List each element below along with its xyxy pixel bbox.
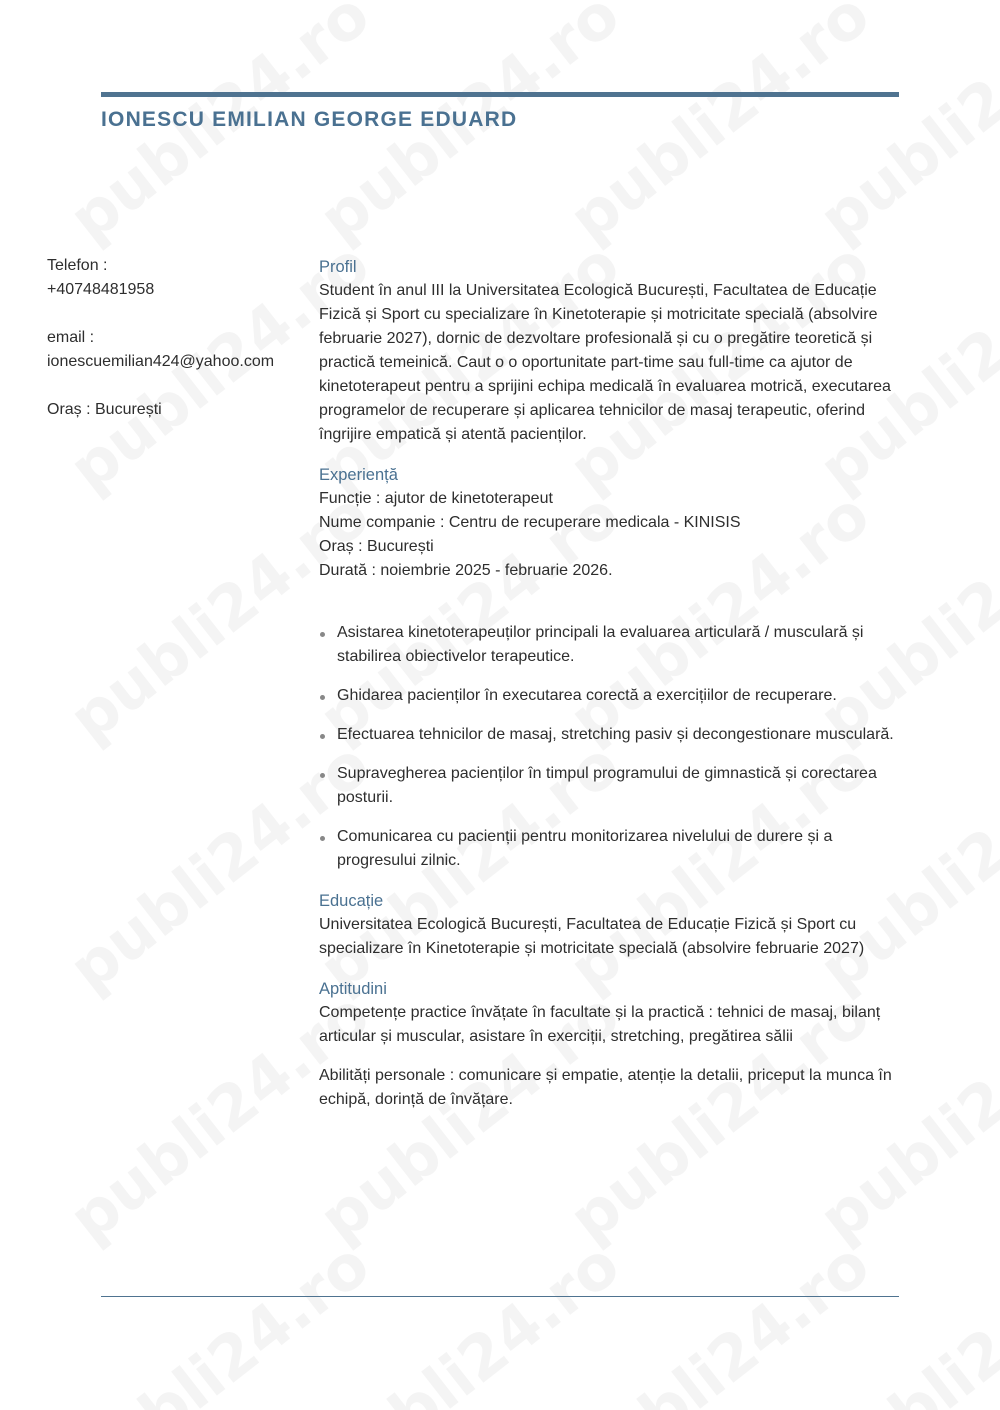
email-label: email : [47,329,95,346]
phone-block [47,254,307,302]
experience-company: Nume companie : Centru de recuperare medicala - KINISIS [319,514,741,531]
email-address: ionescuemilian424@yahoo.com [47,353,275,370]
candidate-name: IONESCU EMILIAN GEORGE EDUARD [101,108,518,131]
skills-section [319,977,904,1112]
bottom-divider [101,1296,899,1297]
experience-city: Oraș : București [319,538,434,555]
bullet-icon [320,773,325,778]
watermark-text [306,1227,633,1410]
contact-sidebar [47,254,307,446]
watermark-text [56,1227,383,1410]
experience-duration: Durată : noiembrie 2025 - februarie 2026. [319,562,613,579]
experience-function: Funcție : ajutor de kinetoterapeut [319,490,553,507]
profile-section [319,255,904,447]
skills-heading: Aptitudini [319,980,387,998]
phone-number: +40748481958 [47,281,155,298]
education-heading: Educație [319,892,384,910]
experience-section [319,463,904,873]
list-item: Asistarea kinetoterapeuților principali la evaluarea articulară / musculară și stabilirea obiectivelor terapeutice. [319,621,904,669]
city-block [47,398,307,422]
city: Oraș : București [47,401,162,418]
bullet-icon [320,632,325,637]
list-item: Comunicarea cu pacienții pentru monitorizarea nivelului de durere și a progresului zilnic. [319,825,904,873]
skills-practical: Competențe practice învățate în facultate și la practică : tehnici de masaj, bilanț articular și muscular, asistare în exerciții, stretching, pregătirea sălii [319,1004,881,1045]
skills-personal: Abilități personale : comunicare și empatie, atenție la detalii, priceput la munca în echipă, dorință de învățare. [319,1067,892,1108]
list-item: Efectuarea tehnicilor de masaj, stretching pasiv și decongestionare musculară. [319,723,904,747]
list-item: Supravegherea pacienților în timpul programului de gimnastică și corectarea posturii. [319,762,904,810]
education-section [319,889,904,961]
main-content [319,255,904,1128]
email-block [47,326,307,374]
top-divider [101,92,899,97]
watermark-text [806,1227,1000,1410]
phone-label: Telefon : [47,257,108,274]
watermark-text [556,1227,883,1410]
bullet-icon [320,734,325,739]
watermark-text [806,0,1000,256]
bullet-icon [320,836,325,841]
profile-text: Student în anul III la Universitatea Ecologică București, Facultatea de Educație Fizică și Sport cu specializare în Kinetoterapie și motricitate specială (absolvire februarie 2027), dornic de dezvoltare profesională și cu o pregătire teoretică și practică temeinică. Caut o o oportunitate part-time sau full-time ca ajutor de kinetoterapeut pentru a sprijini echipa medicală în evaluarea motrică, executarea programelor de recuperare și aplicarea tehnicilor de masaj terapeutic, oferind îngrijire empatică și atentă pacienților. [319,282,891,443]
experience-bullet-list [319,621,904,873]
education-text: Universitatea Ecologică București, Facultatea de Educație Fizică și Sport cu specializare în Kinetoterapie și motricitate specială (absolvire februarie 2027) [319,916,865,957]
bullet-icon [320,695,325,700]
experience-heading: Experiență [319,466,398,484]
watermark-text [556,0,883,256]
list-item: Ghidarea pacienților în executarea corectă a exercițiilor de recuperare. [319,684,904,708]
profile-heading: Profil [319,258,357,276]
